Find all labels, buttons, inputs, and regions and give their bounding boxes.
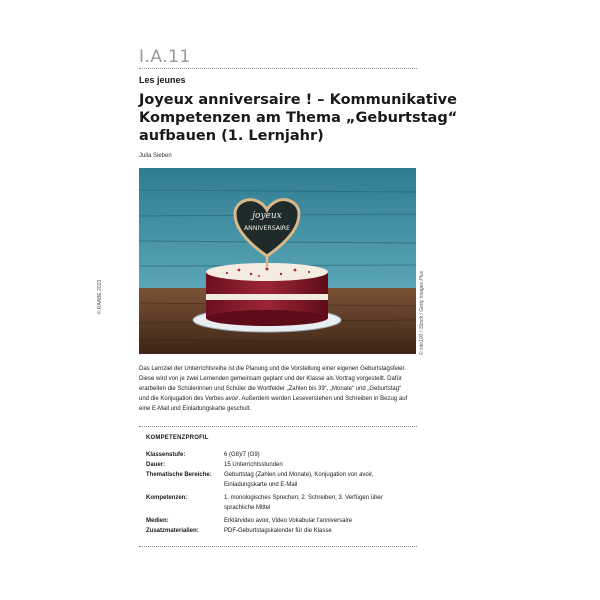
profile-label: Dauer: — [146, 462, 166, 468]
cake-illustration — [139, 168, 416, 354]
series-code: I.A.11 — [139, 47, 191, 67]
profile-value-line: Erklärvideo avoir, Video Vokabular l'anniversaire — [224, 518, 353, 524]
profile-value-line: 1. monologisches Sprechen; 2. Schreiben; 3. Verfügen über — [224, 495, 383, 501]
intro-line — [139, 394, 421, 404]
page-title — [139, 91, 458, 145]
profile-value-line: Geburtstag (Zahlen und Monate), Konjugation von avoir, — [224, 472, 374, 478]
intro-line: erarbeiten die Schülerinnen und Schüler die Wortfelder „Zahlen bis 39“, „Monate“ und „Geburtstag“ — [139, 386, 402, 392]
profile-label: Zusatzmaterialien: — [146, 528, 199, 534]
profile-value-line: sprachliche Mittel — [224, 505, 271, 511]
profile-value — [224, 460, 414, 470]
profile-label: Klassenstufe: — [146, 452, 186, 458]
title-line: aufbauen (1. Lernjahr) — [139, 128, 324, 144]
header-divider — [139, 68, 417, 69]
intro-text: . Außerdem werden Leseverstehen und Schreiben in Bezug auf — [238, 396, 408, 402]
profile-label: Thematische Bereiche: — [146, 472, 212, 478]
profile-value — [224, 493, 414, 513]
profile-value-line: PDF-Geburtstagskalender für die Klasse — [224, 528, 332, 534]
author-name: Julia Sieben — [139, 153, 172, 159]
title-line: Joyeux anniversaire ! – Kommunikative — [139, 92, 457, 108]
profile-divider-top — [139, 426, 417, 427]
profile-label: Kompetenzen: — [146, 495, 188, 501]
profile-value-line: 6 (G8)/7 (G9) — [224, 452, 260, 458]
profile-value — [224, 516, 414, 526]
profile-value — [224, 470, 414, 490]
profile-heading: KOMPETENZPROFIL — [146, 435, 209, 441]
intro-line: Das Lernziel der Unterrichtsreihe ist die Planung und die Vorstellung einer eigenen Geburtstagsfeier. — [139, 366, 406, 372]
profile-label: Medien: — [146, 518, 169, 524]
cake-cream-layer — [206, 294, 328, 300]
profile-value-line: 15 Unterrichtsstunden — [224, 462, 283, 468]
sign-text-anniversaire: ANNIVERSAIRE — [243, 225, 291, 232]
profile-value-line: Einladungskarte und E-Mail — [224, 482, 298, 488]
intro-paragraph — [139, 364, 421, 414]
profile-divider-bottom — [139, 546, 417, 547]
cake-photo — [139, 168, 416, 354]
copyright-note: © RAABE 2023 — [97, 279, 103, 315]
sign-text-joyeux: joyeux — [252, 211, 282, 221]
title-line: Kompetenzen am Thema „Geburtstag“ — [139, 110, 458, 126]
intro-line: eine E-Mail und Einladungskarte geschult. — [139, 406, 252, 412]
profile-value — [224, 450, 414, 460]
subject-label: Les jeunes — [139, 75, 186, 85]
intro-line: Diese wird von je zwei Lernenden gemeinsam geplant und der Klasse als Vortrag vorgestellt. Dafür — [139, 376, 402, 382]
intro-text: und die Konjugation des Verbes — [139, 396, 226, 402]
intro-emphasis: avoir — [225, 396, 239, 402]
photo-credit: © nito100 / iStock / Getty Images Plus — [419, 270, 425, 356]
cake-base — [206, 310, 328, 326]
profile-value — [224, 526, 414, 536]
